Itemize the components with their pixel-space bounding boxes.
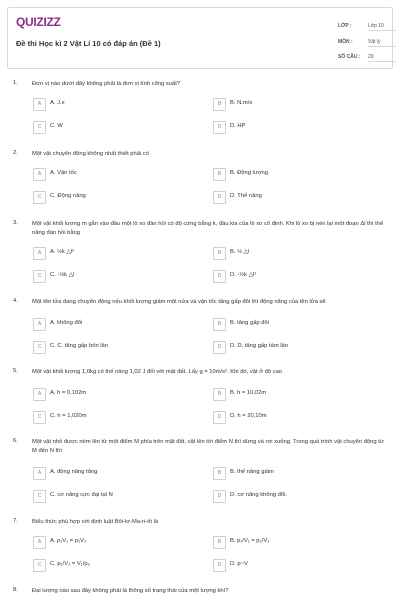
option-b[interactable] [213, 247, 378, 259]
option-text: D. HP [230, 123, 246, 129]
option-b[interactable] [213, 536, 378, 548]
meta-label-subject: MÔN : [338, 39, 353, 45]
option-d[interactable] [213, 270, 378, 282]
option-letter-d: D [213, 341, 226, 354]
option-text: D. p~V [230, 561, 248, 567]
option-d[interactable] [213, 191, 378, 203]
option-a[interactable] [33, 98, 198, 110]
option-letter-d: D [213, 411, 226, 424]
meta-label-class: LỚP : [338, 23, 352, 29]
option-a[interactable] [33, 247, 198, 259]
meta-label-count: SỐ CÂU : [338, 54, 361, 60]
question-number: 8. [13, 587, 18, 593]
option-b[interactable] [213, 388, 378, 400]
quiz-header [7, 7, 393, 69]
question-text: Biểu thức phù hợp với định luật Bôi-lơ-Ma-ri-ốt là [32, 519, 159, 525]
meta-value-class: Lớp 10 [368, 23, 396, 31]
option-letter-a: A [33, 98, 46, 111]
option-letter-c: C [33, 411, 46, 424]
option-letter-c: C [33, 191, 46, 204]
option-text: A. Vận tốc [50, 170, 77, 176]
option-d[interactable] [213, 490, 378, 502]
option-text: D. cơ năng không đổi. [230, 492, 287, 498]
option-letter-c: C [33, 270, 46, 283]
option-letter-a: A [33, 536, 46, 549]
option-a[interactable] [33, 467, 198, 479]
option-letter-d: D [213, 270, 226, 283]
option-a[interactable] [33, 388, 198, 400]
option-a[interactable] [33, 168, 198, 180]
meta-value-subject: Vật lý [368, 39, 396, 47]
option-letter-a: A [33, 318, 46, 331]
option-letter-b: B [213, 536, 226, 549]
option-text: C. W [50, 123, 63, 129]
question-number: 3. [13, 220, 18, 226]
option-letter-d: D [213, 191, 226, 204]
option-c[interactable] [33, 490, 198, 502]
question-number: 2. [13, 150, 18, 156]
option-c[interactable] [33, 191, 198, 203]
quiz-title: Đề thi Học kì 2 Vật Lí 10 có đáp án (Đề 1) [16, 39, 161, 48]
option-letter-d: D [213, 121, 226, 134]
option-text: C. p₁/V₂ = V₁/p₂ [50, 561, 90, 567]
option-text: C. h = 1,020m [50, 413, 87, 419]
question-text: Một tên lửa đang chuyển động nếu khối lượng giảm một nửa và vận tốc tăng gấp đôi thì động năng của tên lửa sẽ [32, 299, 326, 305]
question-number: 4. [13, 298, 18, 304]
option-text: B. N.m/s [230, 100, 253, 106]
option-b[interactable] [213, 467, 378, 479]
option-text: B. p₁/V₁ = p₂/V₂ [230, 538, 270, 544]
option-text: B. Động lượng [230, 170, 268, 176]
option-b[interactable] [213, 318, 378, 330]
option-a[interactable] [33, 318, 198, 330]
option-letter-b: B [213, 168, 226, 181]
option-text: D. -½k △l² [230, 272, 257, 278]
option-letter-b: B [213, 388, 226, 401]
option-letter-a: A [33, 388, 46, 401]
option-letter-b: B [213, 247, 226, 260]
option-a[interactable] [33, 536, 198, 548]
option-letter-c: C [33, 490, 46, 503]
option-c[interactable] [33, 341, 198, 353]
option-text: B. thế năng giảm [230, 469, 274, 475]
option-text: A. p₁V₁ = p₂V₂ [50, 538, 87, 544]
option-letter-a: A [33, 247, 46, 260]
option-text: A. ½k △l² [50, 249, 75, 255]
question-number: 7. [13, 518, 18, 524]
question-text: Đơn vị nào dưới đây không phải là đơn vị tính công suất? [32, 81, 181, 87]
option-letter-d: D [213, 559, 226, 572]
option-d[interactable] [213, 121, 378, 133]
option-letter-a: A [33, 467, 46, 480]
option-letter-c: C [33, 559, 46, 572]
option-text: A. J.s [50, 100, 65, 106]
question-text: Một vật nhỏ được ném lên từ một điểm M phía trên mặt đất, vật lên tới điểm N thì dừng và rơi xuống. Trong quá trình vật chuyển động từ M đến N thì [32, 439, 384, 454]
question-text: Một vật chuyển động không nhất thiết phải có [32, 151, 149, 157]
option-text: B. h = 10,02m [230, 390, 267, 396]
option-text: C. -½k △l [50, 272, 75, 278]
question-text: Một vật khối lượng m gắn vào đầu một lò xo đàn hồi có độ cứng bằng k, đầu kia của lò xo cố định. Khi lò xo bị nén lại một đoạn Δl thì thế năng đàn hồi bằng [32, 221, 384, 236]
quizizz-logo: QUIZIZZ [16, 15, 61, 29]
option-c[interactable] [33, 411, 198, 423]
option-letter-b: B [213, 467, 226, 480]
option-text: A. h = 0,102m [50, 390, 87, 396]
option-letter-b: B [213, 318, 226, 331]
option-b[interactable] [213, 98, 378, 110]
question-number: 1. [13, 80, 18, 86]
option-letter-b: B [213, 98, 226, 111]
option-d[interactable] [213, 559, 378, 571]
question-number: 6. [13, 438, 18, 444]
option-text: A. động năng tăng [50, 469, 98, 475]
option-letter-c: C [33, 121, 46, 134]
option-text: A. không đổi [50, 320, 83, 326]
option-text: C. cơ năng cực đại tại N [50, 492, 113, 498]
option-text: C. Động năng [50, 193, 86, 199]
option-text: D. Thế năng [230, 193, 262, 199]
option-c[interactable] [33, 270, 198, 282]
option-letter-c: C [33, 341, 46, 354]
meta-value-count: 20 [368, 54, 396, 62]
option-d[interactable] [213, 411, 378, 423]
option-d[interactable] [213, 341, 378, 353]
option-c[interactable] [33, 121, 198, 133]
option-text: C. C. tăng gấp bốn lần [50, 343, 109, 349]
question-text: Đại lượng nào sau đây không phải là thông số trạng thái của một lượng khí? [32, 588, 229, 594]
question-number: 5. [13, 368, 18, 374]
option-c[interactable] [33, 559, 198, 571]
option-letter-a: A [33, 168, 46, 181]
option-text: B. ½ △l [230, 249, 250, 255]
option-text: B. tăng gấp đôi [230, 320, 269, 326]
option-b[interactable] [213, 168, 378, 180]
option-letter-d: D [213, 490, 226, 503]
option-text: D. h = 20,10m [230, 413, 267, 419]
question-text: Một vật khối lượng 1,0kg có thế năng 1,02 J đối với mặt đất. Lấy g = 10m/s². Khi đó, vật ở độ cao [32, 369, 283, 375]
option-text: D. D. tăng gấp tám lần [230, 343, 289, 349]
